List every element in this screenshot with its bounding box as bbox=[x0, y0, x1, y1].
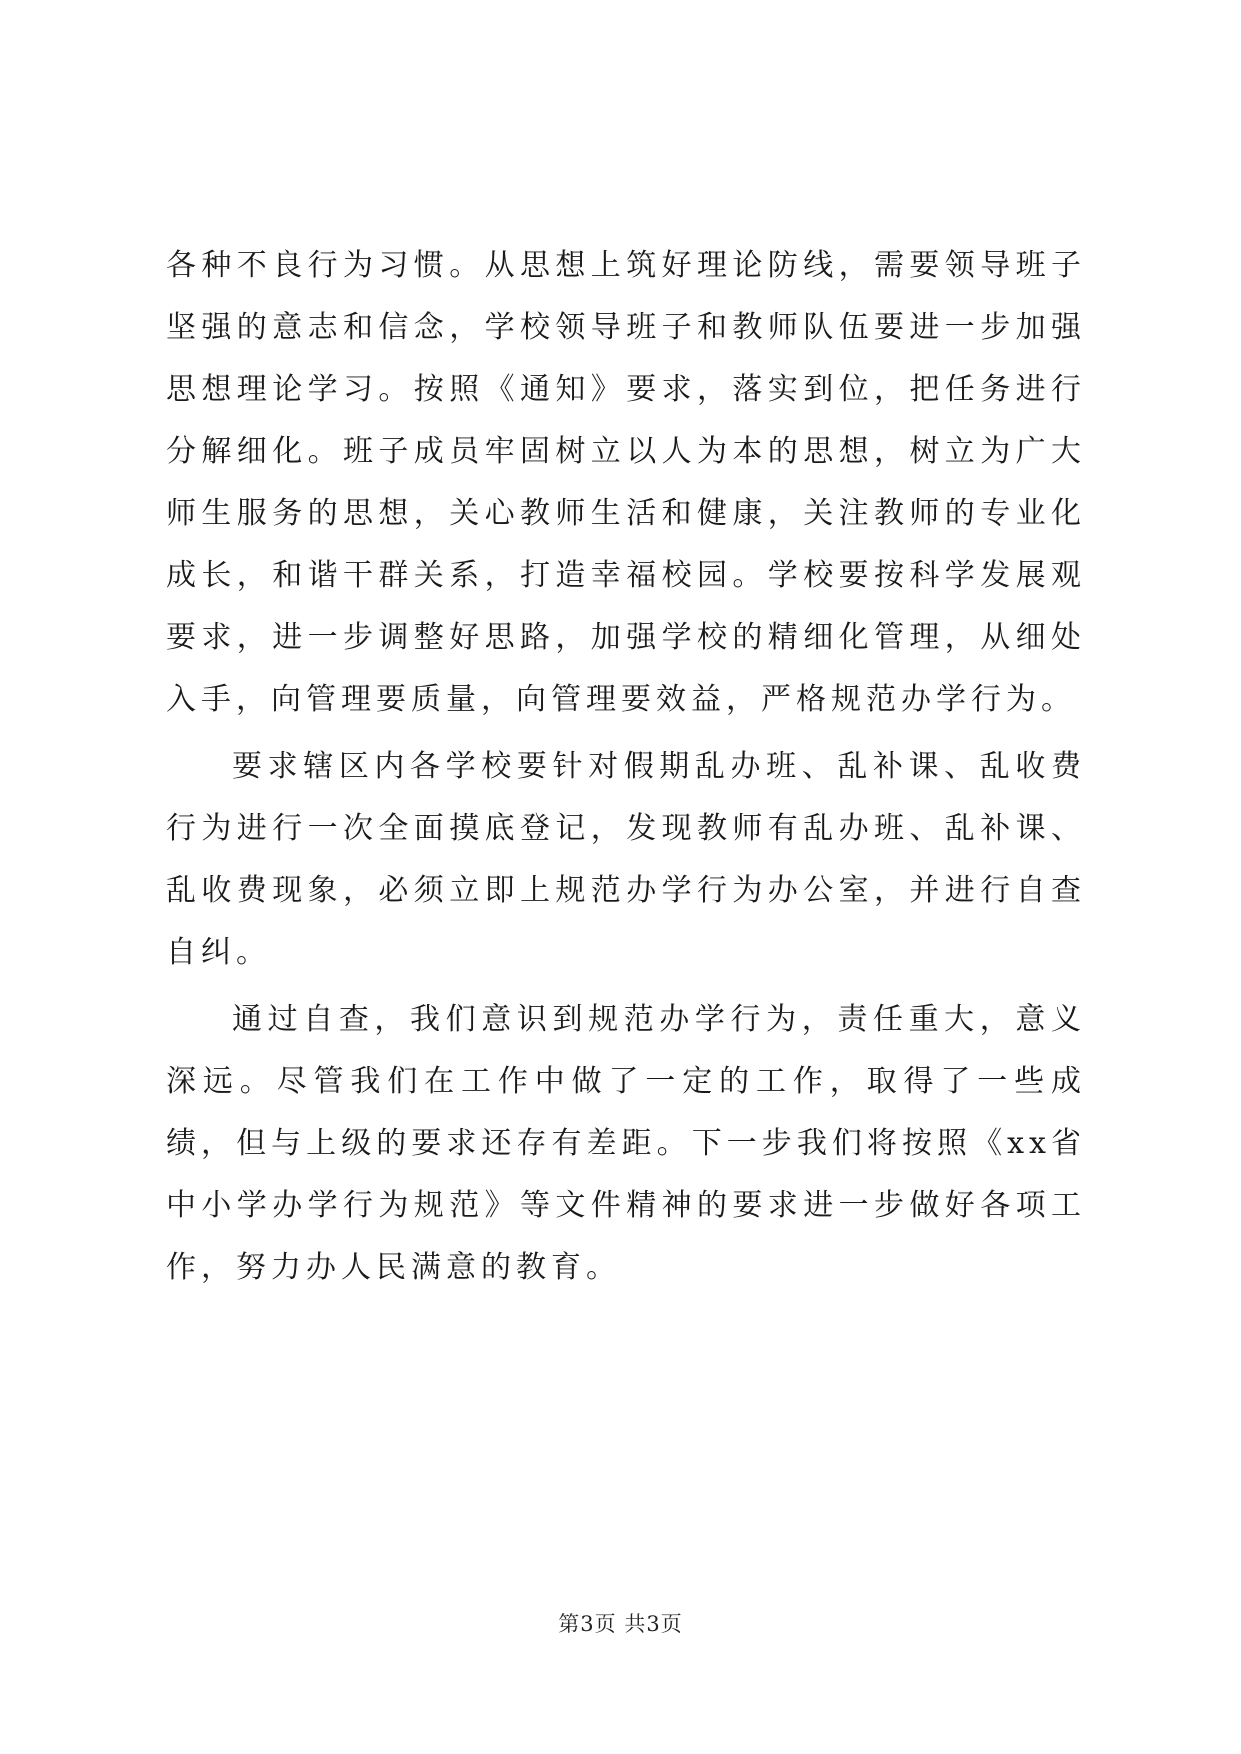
paragraph-1: 各种不良行为习惯。从思想上筑好理论防线，需要领导班子坚强的意志和信念，学校领导班子和教师队伍要进一步加强思想理论学习。按照《通知》要求，落实到位，把任务进行分解细化。班子成员牢固树立以人为本的思想，树立为广大师生服务的思想，关心教师生活和健康，关注教师的专业化成长，和谐干群关系，打造幸福校园。学校要按科学发展观要求，进一步调整好思路，加强学校的精细化管理，从细处入手，向管理要质量，向管理要效益，严格规范办学行为。 bbox=[166, 248, 1086, 717]
document-body bbox=[166, 235, 1086, 1304]
paragraph-3: 通过自查，我们意识到规范办学行为，责任重大，意义深远。尽管我们在工作中做了一定的工作，取得了一些成绩，但与上级的要求还存有差距。下一步我们将按照《xx省中小学办学行为规范》等文件精神的要求进一步做好各项工作，努力办人民满意的教育。 bbox=[166, 1002, 1086, 1285]
paragraph-2: 要求辖区内各学校要针对假期乱办班、乱补课、乱收费行为进行一次全面摸底登记，发现教师有乱办班、乱补课、乱收费现象，必须立即上规范办学行为办公室，并进行自查自纠。 bbox=[166, 749, 1086, 970]
page-number-footer: 第3页 共3页 bbox=[558, 1612, 683, 1636]
